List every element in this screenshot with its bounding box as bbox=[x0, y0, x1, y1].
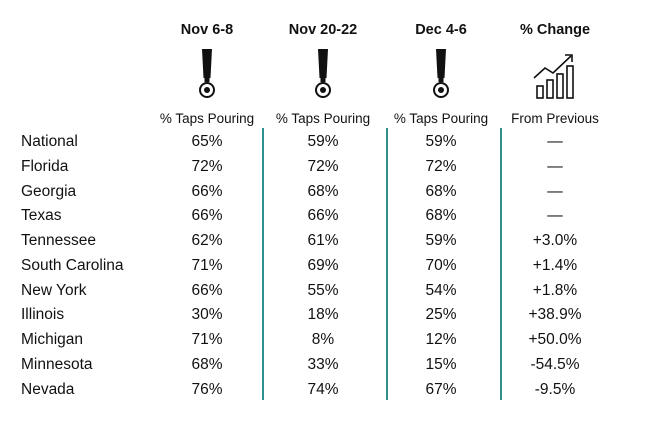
cell-dec-4-6: 54% bbox=[425, 282, 457, 299]
subheader-taps-pouring: % Taps Pouring bbox=[393, 111, 489, 126]
cell-change: — bbox=[547, 207, 563, 224]
cell-nov-6-8: 62% bbox=[191, 232, 223, 249]
table-row bbox=[0, 130, 650, 154]
subheader-from-previous: From Previous bbox=[511, 111, 599, 126]
cell-change: +38.9% bbox=[528, 306, 582, 323]
cell-change: -9.5% bbox=[534, 381, 576, 398]
cell-change: +3.0% bbox=[532, 232, 578, 249]
cell-dec-4-6: 67% bbox=[425, 381, 457, 398]
row-label: Michigan bbox=[21, 331, 84, 348]
cell-nov-20-22: 55% bbox=[307, 282, 339, 299]
row-label: Georgia bbox=[21, 183, 77, 200]
table-row bbox=[0, 303, 650, 327]
subheader-taps-pouring: % Taps Pouring bbox=[159, 111, 255, 126]
cell-nov-6-8: 68% bbox=[191, 356, 223, 373]
beer-tap-icon bbox=[147, 48, 267, 102]
table-row bbox=[0, 378, 650, 402]
cell-nov-20-22: 61% bbox=[307, 232, 339, 249]
cell-dec-4-6: 59% bbox=[425, 232, 457, 249]
cell-nov-6-8: 66% bbox=[191, 282, 223, 299]
cell-nov-20-22: 66% bbox=[307, 207, 339, 224]
cell-dec-4-6: 68% bbox=[425, 207, 457, 224]
cell-nov-6-8: 66% bbox=[191, 183, 223, 200]
table-row bbox=[0, 180, 650, 204]
row-label: Tennessee bbox=[21, 232, 96, 249]
cell-nov-20-22: 8% bbox=[311, 331, 335, 348]
cell-nov-20-22: 68% bbox=[307, 183, 339, 200]
cell-nov-6-8: 76% bbox=[191, 381, 223, 398]
cell-dec-4-6: 70% bbox=[425, 257, 457, 274]
cell-nov-20-22: 18% bbox=[307, 306, 339, 323]
cell-change: +1.8% bbox=[532, 282, 578, 299]
table-row bbox=[0, 328, 650, 352]
table-row bbox=[0, 204, 650, 228]
table-row bbox=[0, 353, 650, 377]
cell-change: +50.0% bbox=[528, 331, 582, 348]
cell-nov-6-8: 71% bbox=[191, 331, 223, 348]
cell-change: +1.4% bbox=[532, 257, 578, 274]
column-header-nov-20-22: Nov 20-22 bbox=[288, 22, 358, 38]
cell-change: -54.5% bbox=[530, 356, 580, 373]
cell-nov-6-8: 65% bbox=[191, 133, 223, 150]
row-label: New York bbox=[21, 282, 87, 299]
growth-chart-icon bbox=[495, 48, 615, 102]
row-label: South Carolina bbox=[21, 257, 124, 274]
cell-change: — bbox=[547, 158, 563, 175]
row-label: National bbox=[21, 133, 78, 150]
cell-nov-6-8: 72% bbox=[191, 158, 223, 175]
row-label: Texas bbox=[21, 207, 62, 224]
column-header-dec-4-6: Dec 4-6 bbox=[415, 22, 467, 38]
cell-change: — bbox=[547, 133, 563, 150]
beer-tap-icon bbox=[381, 48, 501, 102]
subheader-taps-pouring: % Taps Pouring bbox=[275, 111, 371, 126]
row-label: Nevada bbox=[21, 381, 75, 398]
column-header-nov-6-8: Nov 6-8 bbox=[180, 22, 234, 38]
cell-nov-20-22: 69% bbox=[307, 257, 339, 274]
table-row bbox=[0, 229, 650, 253]
table-row bbox=[0, 279, 650, 303]
table-row bbox=[0, 254, 650, 278]
beer-tap-icon bbox=[263, 48, 383, 102]
cell-dec-4-6: 72% bbox=[425, 158, 457, 175]
cell-nov-6-8: 66% bbox=[191, 207, 223, 224]
cell-dec-4-6: 59% bbox=[425, 133, 457, 150]
cell-nov-20-22: 72% bbox=[307, 158, 339, 175]
cell-nov-20-22: 33% bbox=[307, 356, 339, 373]
cell-nov-20-22: 59% bbox=[307, 133, 339, 150]
row-label: Florida bbox=[21, 158, 69, 175]
table-row bbox=[0, 155, 650, 179]
cell-dec-4-6: 15% bbox=[425, 356, 457, 373]
column-header-change: % Change bbox=[519, 22, 591, 38]
cell-dec-4-6: 12% bbox=[425, 331, 457, 348]
cell-dec-4-6: 68% bbox=[425, 183, 457, 200]
row-label: Illinois bbox=[21, 306, 65, 323]
cell-change: — bbox=[547, 183, 563, 200]
row-label: Minnesota bbox=[21, 356, 93, 373]
cell-nov-6-8: 30% bbox=[191, 306, 223, 323]
cell-nov-20-22: 74% bbox=[307, 381, 339, 398]
cell-nov-6-8: 71% bbox=[191, 257, 223, 274]
cell-dec-4-6: 25% bbox=[425, 306, 457, 323]
